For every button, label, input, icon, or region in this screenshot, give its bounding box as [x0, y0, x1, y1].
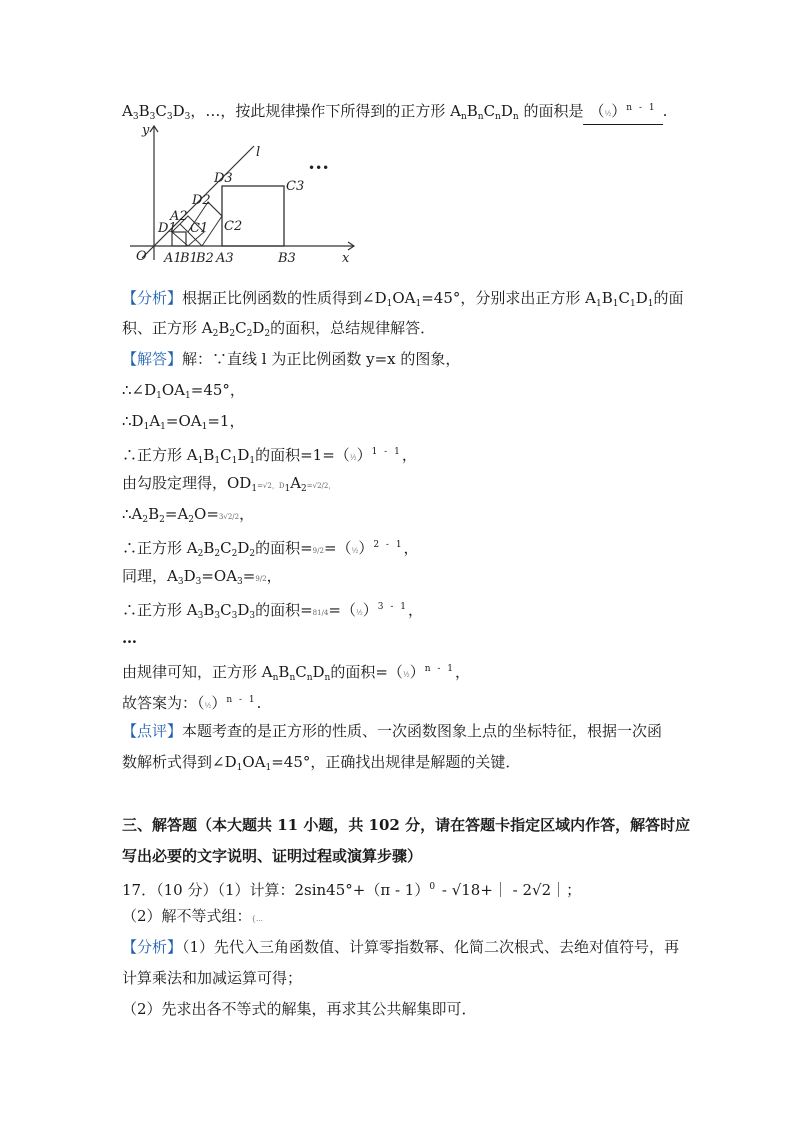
section-3-header-1: 三、解答题（本大题共 11 小题，共 102 分，请在答题卡指定区域内作答，解答时应: [122, 816, 691, 834]
diag-a2-c1: [180, 224, 188, 232]
label-D3: D3: [214, 171, 233, 186]
solution-line-7: 同理，$A_3D_3=OA_3=9/2$，: [122, 567, 282, 587]
q17-analysis-1: 【分析】（1）先代入三角函数值、计算零指数幂、化简二次根式、去绝对值符号，再: [122, 938, 680, 956]
label-dots: •••: [308, 161, 330, 175]
comment-line-2: 数解析式得到$\angle D_1OA_1=45^\circ$，正确找出规律是解题的关键．: [122, 753, 521, 773]
solution-line-1: $\therefore\angle D_1OA_1=45^\circ$，: [122, 381, 245, 401]
solution-line-0: 【解答】解：∵直线 l 为正比例函数 y=x 的图象，: [122, 350, 461, 368]
comment-tag: 【点评】: [122, 722, 183, 740]
square-3: [222, 186, 284, 246]
label-A2: A2: [170, 209, 188, 224]
solution-line-3: ∴正方形 $A_1B_1C_1D_1$的面积=1=（½）$^{1 - 1}$，: [122, 446, 417, 466]
label-y: y: [142, 123, 150, 138]
analysis-tag: 【分析】: [122, 289, 183, 307]
section-3-header-2: 写出必要的文字说明、证明过程或演算步骤）: [122, 847, 423, 865]
label-D1: D1: [158, 221, 177, 236]
q17-part-2: （2）解不等式组：{…: [122, 907, 264, 925]
q17-analysis-tag: 【分析】: [122, 938, 183, 956]
label-A1: A1: [164, 251, 182, 266]
label-B2: B2: [196, 251, 214, 266]
label-A3: A3: [216, 251, 234, 266]
q17-part-1: 17．（10 分）（1）计算：2sin45°+（π - 1）$^0$ - √18+｜ - 2√2｜；: [122, 881, 582, 899]
solution-line-9: …: [122, 629, 137, 647]
solution-line-4: 由勾股定理得，$OD_1=√2$，$D_1A_2=√2/2$，: [122, 474, 336, 494]
solution-line-8: ∴正方形 $A_3B_3C_3D_3$的面积=81/4=（½）$^{3 - 1}$，: [122, 601, 424, 621]
label-x: x: [342, 251, 350, 266]
label-C2: C2: [224, 219, 243, 234]
label-D2: D2: [192, 193, 211, 208]
solution-line-10: 由规律可知，正方形 $A_nB_nC_nD_n$的面积=（½）$^{n - 1}$，: [122, 663, 471, 683]
continued-question-line: $A_3B_3C_3D_3$，…，按此规律操作下所得到的正方形 $A_nB_nC_nD_n$ 的面积是 （½）$^{n - 1}$ .: [122, 98, 667, 127]
analysis-line-2: 积、正方形 $A_2B_2C_2D_2$的面积，总结规律解答．: [122, 319, 436, 339]
solution-line-5: $\therefore A_2B_2=A_2O=3√2/2$，: [122, 505, 255, 525]
squares-figure: [128, 120, 368, 270]
q17-analysis-2: 计算乘法和加减运算可得；: [122, 969, 303, 987]
label-l: l: [256, 145, 261, 160]
solution-line-11: 故答案为：（½）$^{n - 1}$.: [122, 694, 262, 712]
solution-line-6: ∴正方形 $A_2B_2C_2D_2$的面积=9/2=（½）$^{2 - 1}$，: [122, 539, 419, 559]
solution-tag: 【解答】: [122, 350, 183, 368]
comment-line-1: 【点评】本题考查的是正方形的性质、一次函数图象上点的坐标特征，根据一次函: [122, 722, 663, 740]
label-C3: C3: [286, 179, 305, 194]
answer-blank: （½）$^{n - 1}$: [583, 98, 662, 125]
label-B1: B1: [180, 251, 198, 266]
solution-line-2: $\therefore D_1A_1=OA_1=1$，: [122, 412, 245, 432]
analysis-line-1: 【分析】根据正比例函数的性质得到$\angle D_1OA_1=45^\circ$，分别求出正方形 $A_1B_1C_1D_1$的面: [122, 289, 684, 309]
q17-analysis-3: （2）先求出各不等式的解集，再求其公共解集即可．: [122, 1000, 477, 1018]
label-C1: C1: [190, 221, 209, 236]
label-B3: B3: [278, 251, 296, 266]
label-O: O: [136, 249, 147, 264]
